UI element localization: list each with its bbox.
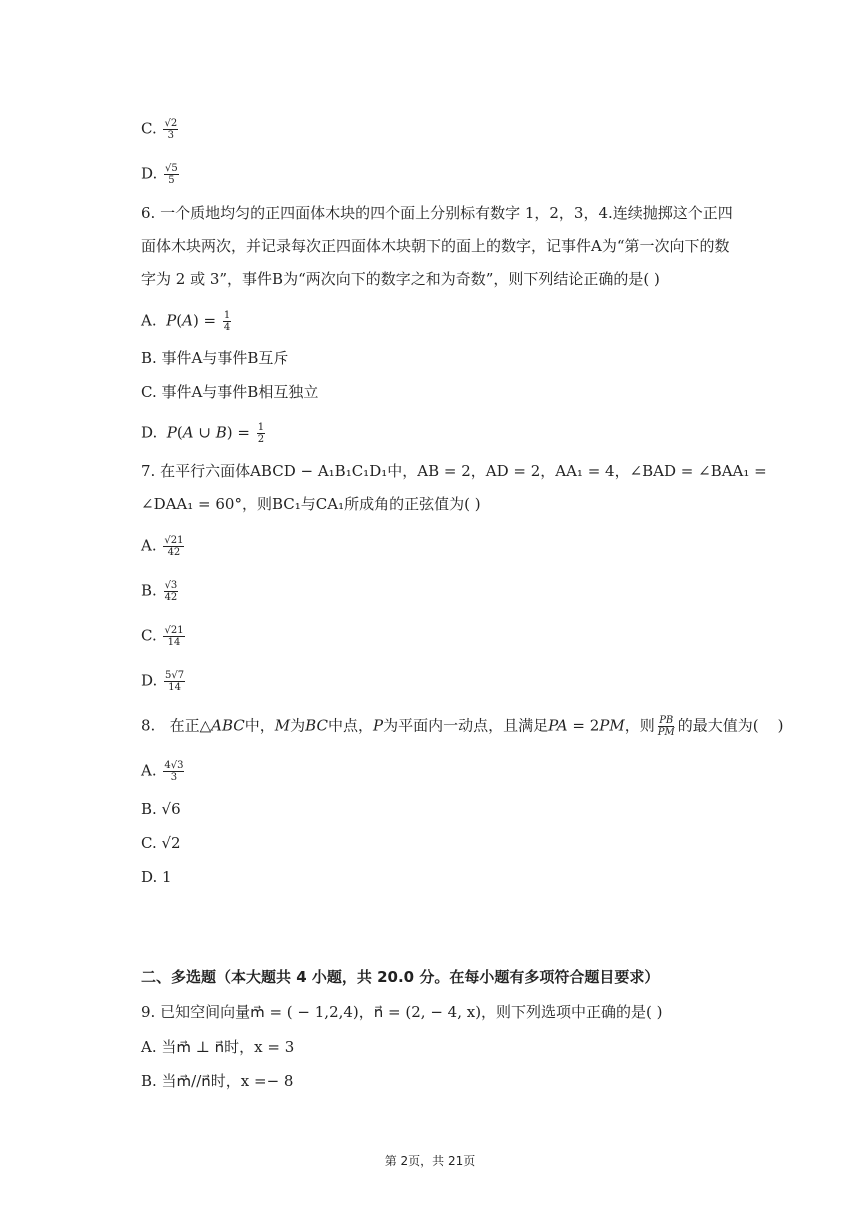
q8-option-a: A. $\frac{4√3}{3}$ <box>141 760 184 783</box>
q6-option-d: D. P(A ∪ B) = $\frac{1}{2}$ <box>141 422 265 445</box>
q8-stem: 8. 在正△ABC中，M为BC中点，P为平面内一动点，且满足PA = 2PM，则 $\frac{PB}{PM}$ 的最大值为( ) <box>141 715 784 738</box>
q9-stem: 9. 已知空间向量m⃗ = ( − 1,2,4)，n⃗ = (2, − 4, x)，则下列选项中正确的是( ) <box>141 1003 663 1021</box>
section-heading-multi-choice: 二、多选题（本大题共 4 小题，共 20.0 分。在每小题有多项符合题目要求） <box>141 968 660 986</box>
q8-option-b: B. √6 <box>141 800 181 818</box>
q8-option-c: C. √2 <box>141 834 181 852</box>
q9-option-a: A. 当m⃗ ⊥ n⃗时，x = 3 <box>141 1038 295 1056</box>
q6-stem-line3: 字为 2 或 3”，事件B为“两次向下的数字之和为奇数”，则下列结论正确的是( ) <box>141 270 660 288</box>
q7-option-c: C. $\frac{√21}{14}$ <box>141 625 184 648</box>
q6-option-a: A. P(A) = $\frac{1}{4}$ <box>141 310 231 333</box>
q6-stem-line1: 6. 一个质地均匀的正四面体木块的四个面上分别标有数字 1，2，3，4.连续抛掷这个正四 <box>141 204 733 222</box>
page-footer: 第 2页，共 21页 <box>384 1154 476 1168</box>
q8-option-d: D. 1 <box>141 868 172 886</box>
q7-option-d: D. $\frac{5√7}{14}$ <box>141 670 185 693</box>
q9-option-b: B. 当m⃗//n⃗时，x =− 8 <box>141 1072 294 1090</box>
q7-stem-line2: ∠DAA₁ = 60°，则BC₁与CA₁所成角的正弦值为( ) <box>141 495 481 513</box>
q5-option-d: D. $\frac{√5}{5}$ <box>141 163 178 186</box>
q7-stem-line1: 7. 在平行六面体ABCD − A₁B₁C₁D₁中，AB = 2，AD = 2，AA₁ = 4，∠BAD = ∠BAA₁ = <box>141 462 767 480</box>
q7-option-b: B. $\frac{√3}{42}$ <box>141 580 178 603</box>
q6-option-b: B. 事件A与事件B互斥 <box>141 349 289 367</box>
q6-option-c: C. 事件A与事件B相互独立 <box>141 383 319 401</box>
q7-option-a: A. $\frac{√21}{42}$ <box>141 535 184 558</box>
q6-stem-line2: 面体木块两次，并记录每次正四面体木块朝下的面上的数字，记事件A为“第一次向下的数 <box>141 237 730 255</box>
q5-option-c: C. $\frac{√2}{3}$ <box>141 118 178 141</box>
